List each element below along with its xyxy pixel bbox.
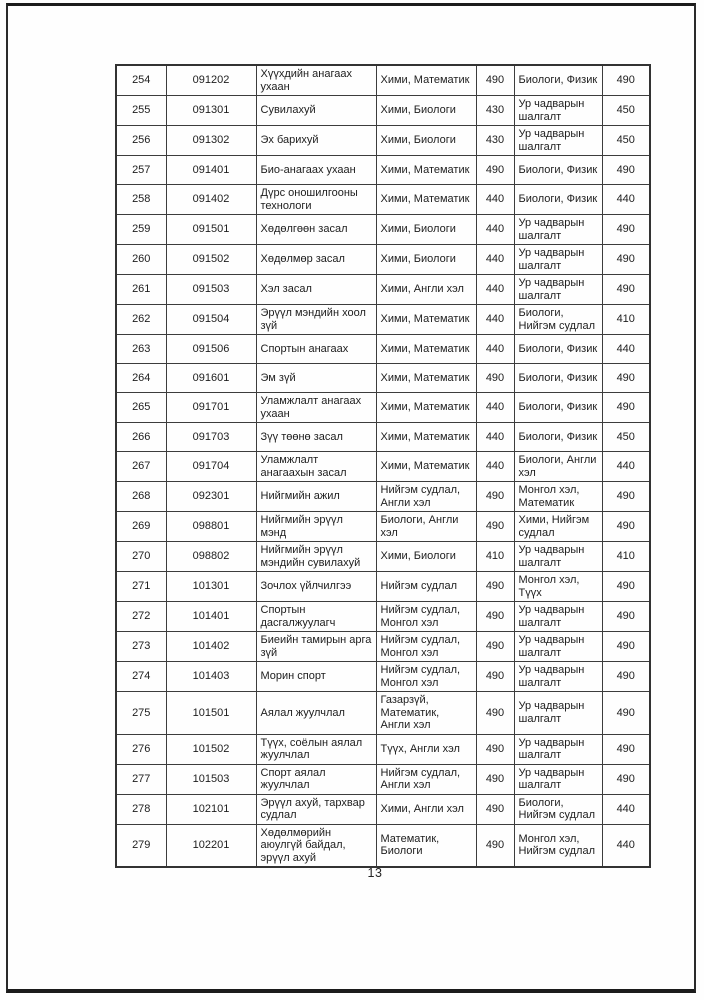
table-row: [116, 542, 650, 572]
table-row: [116, 215, 650, 245]
cell-code: 091701: [166, 393, 256, 423]
cell-name: Спортын дасгалжуулагч: [256, 602, 376, 632]
cell-no: 276: [116, 734, 166, 764]
cell-name: Зочлох үйлчилгээ: [256, 572, 376, 602]
cell-subjects1: Нийгэм судлал, Англи хэл: [376, 764, 476, 794]
table-body: [116, 65, 650, 867]
cell-score2: 450: [602, 96, 650, 126]
cell-code: 098802: [166, 542, 256, 572]
cell-score2: 410: [602, 542, 650, 572]
cell-score1: 490: [476, 364, 514, 393]
cell-score2: 440: [602, 452, 650, 482]
cell-name: Сувилахуй: [256, 96, 376, 126]
cell-score1: 490: [476, 734, 514, 764]
cell-subjects2: Ур чадварын шалгалт: [514, 764, 602, 794]
table-row: [116, 305, 650, 335]
cell-subjects2: Биологи, Физик: [514, 423, 602, 452]
table-row: [116, 632, 650, 662]
table-row: [116, 423, 650, 452]
cell-subjects1: Хими, Математик: [376, 393, 476, 423]
cell-subjects2: Биологи, Физик: [514, 393, 602, 423]
cell-name: Түүх, соёлын аялал жуулчлал: [256, 734, 376, 764]
cell-score2: 490: [602, 764, 650, 794]
cell-score2: 490: [602, 572, 650, 602]
cell-subjects2: Ур чадварын шалгалт: [514, 215, 602, 245]
table-row: [116, 185, 650, 215]
cell-subjects2: Монгол хэл, Нийгэм судлал: [514, 824, 602, 867]
cell-no: 279: [116, 824, 166, 867]
cell-no: 254: [116, 65, 166, 96]
cell-score1: 440: [476, 335, 514, 364]
cell-name: Нийгмийн эрүүл мэнд: [256, 512, 376, 542]
cell-score1: 430: [476, 126, 514, 156]
table-row: [116, 126, 650, 156]
cell-name: Биеийн тамирын арга зүй: [256, 632, 376, 662]
cell-score2: 490: [602, 602, 650, 632]
cell-subjects2: Ур чадварын шалгалт: [514, 662, 602, 692]
cell-code: 091503: [166, 275, 256, 305]
cell-code: 101301: [166, 572, 256, 602]
cell-code: 101401: [166, 602, 256, 632]
cell-subjects2: Биологи, Физик: [514, 185, 602, 215]
table-row: [116, 824, 650, 867]
cell-score1: 490: [476, 662, 514, 692]
cell-subjects2: Биологи, Физик: [514, 364, 602, 393]
cell-score1: 430: [476, 96, 514, 126]
cell-name: Спортын анагаах: [256, 335, 376, 364]
cell-score1: 490: [476, 602, 514, 632]
cell-no: 277: [116, 764, 166, 794]
cell-name: Хүүхдийн анагаах ухаан: [256, 65, 376, 96]
cell-score2: 440: [602, 824, 650, 867]
cell-name: Спорт аялал жуулчлал: [256, 764, 376, 794]
cell-code: 101501: [166, 692, 256, 735]
cell-score2: 490: [602, 215, 650, 245]
cell-code: 092301: [166, 482, 256, 512]
cell-no: 266: [116, 423, 166, 452]
cell-score1: 490: [476, 512, 514, 542]
cell-code: 101502: [166, 734, 256, 764]
cell-score2: 450: [602, 423, 650, 452]
cell-score1: 490: [476, 632, 514, 662]
cell-subjects1: Хими, Биологи: [376, 215, 476, 245]
cell-subjects2: Монгол хэл, Математик: [514, 482, 602, 512]
cell-name: Эх барихуй: [256, 126, 376, 156]
cell-subjects1: Нийгэм судлал, Монгол хэл: [376, 662, 476, 692]
cell-score2: 440: [602, 794, 650, 824]
table-row: [116, 794, 650, 824]
cell-code: 091301: [166, 96, 256, 126]
cell-score1: 440: [476, 423, 514, 452]
cell-name: Аялал жуулчлал: [256, 692, 376, 735]
table-row: [116, 96, 650, 126]
cell-score1: 440: [476, 215, 514, 245]
cell-score2: 490: [602, 156, 650, 185]
cell-subjects2: Ур чадварын шалгалт: [514, 275, 602, 305]
cell-subjects1: Математик, Биологи: [376, 824, 476, 867]
cell-score2: 440: [602, 335, 650, 364]
cell-subjects2: Биологи, Нийгэм судлал: [514, 794, 602, 824]
cell-no: 255: [116, 96, 166, 126]
cell-subjects1: Хими, Биологи: [376, 126, 476, 156]
cell-score2: 490: [602, 632, 650, 662]
cell-score2: 490: [602, 364, 650, 393]
table-row: [116, 245, 650, 275]
cell-name: Уламжлалт анагаахын засал: [256, 452, 376, 482]
cell-code: 091202: [166, 65, 256, 96]
cell-subjects1: Хими, Математик: [376, 156, 476, 185]
cell-no: 273: [116, 632, 166, 662]
cell-no: 270: [116, 542, 166, 572]
cell-subjects2: Ур чадварын шалгалт: [514, 632, 602, 662]
cell-subjects2: Ур чадварын шалгалт: [514, 245, 602, 275]
cell-subjects2: Ур чадварын шалгалт: [514, 542, 602, 572]
cell-name: Хөдөлмөрийн аюулгүй байдал, эрүүл ахуй: [256, 824, 376, 867]
cell-subjects2: Ур чадварын шалгалт: [514, 602, 602, 632]
cell-subjects2: Биологи, Нийгэм судлал: [514, 305, 602, 335]
cell-score1: 490: [476, 65, 514, 96]
cell-subjects1: Хими, Математик: [376, 305, 476, 335]
cell-no: 274: [116, 662, 166, 692]
table-row: [116, 602, 650, 632]
cell-code: 102201: [166, 824, 256, 867]
cell-subjects1: Хими, Математик: [376, 452, 476, 482]
cell-subjects2: Биологи, Физик: [514, 335, 602, 364]
table-row: [116, 512, 650, 542]
cell-code: 091601: [166, 364, 256, 393]
cell-no: 267: [116, 452, 166, 482]
cell-code: 091402: [166, 185, 256, 215]
page-number: 13: [367, 866, 383, 880]
cell-subjects2: Биологи, Физик: [514, 65, 602, 96]
cell-subjects1: Хими, Биологи: [376, 96, 476, 126]
cell-name: Дүрс оношилгооны технологи: [256, 185, 376, 215]
cell-code: 091504: [166, 305, 256, 335]
cell-score1: 490: [476, 794, 514, 824]
cell-score2: 490: [602, 662, 650, 692]
cell-subjects2: Биологи, Физик: [514, 156, 602, 185]
table-row: [116, 452, 650, 482]
table-row: [116, 572, 650, 602]
table-row: [116, 734, 650, 764]
cell-score1: 490: [476, 156, 514, 185]
cell-subjects1: Хими, Англи хэл: [376, 794, 476, 824]
cell-subjects1: Хими, Биологи: [376, 542, 476, 572]
cell-subjects1: Түүх, Англи хэл: [376, 734, 476, 764]
cell-score2: 490: [602, 512, 650, 542]
cell-score2: 410: [602, 305, 650, 335]
cell-score2: 490: [602, 245, 650, 275]
cell-name: Эрүүл мэндийн хоол зүй: [256, 305, 376, 335]
cell-score1: 440: [476, 185, 514, 215]
table-row: [116, 764, 650, 794]
cell-score2: 490: [602, 734, 650, 764]
cell-score2: 490: [602, 65, 650, 96]
cell-name: Хэл засал: [256, 275, 376, 305]
cell-no: 260: [116, 245, 166, 275]
table-row: [116, 335, 650, 364]
admission-scores-table: [115, 64, 651, 868]
cell-code: 091501: [166, 215, 256, 245]
cell-code: 091703: [166, 423, 256, 452]
table-row: [116, 692, 650, 735]
cell-code: 101403: [166, 662, 256, 692]
cell-code: 091502: [166, 245, 256, 275]
cell-score1: 490: [476, 692, 514, 735]
cell-score2: 490: [602, 692, 650, 735]
cell-name: Морин спорт: [256, 662, 376, 692]
cell-no: 268: [116, 482, 166, 512]
cell-no: 269: [116, 512, 166, 542]
cell-score1: 440: [476, 452, 514, 482]
cell-subjects1: Хими, Англи хэл: [376, 275, 476, 305]
cell-subjects2: Ур чадварын шалгалт: [514, 692, 602, 735]
cell-subjects2: Хими, Нийгэм судлал: [514, 512, 602, 542]
cell-score1: 440: [476, 275, 514, 305]
cell-subjects1: Нийгэм судлал, Монгол хэл: [376, 632, 476, 662]
table-row: [116, 65, 650, 96]
cell-score1: 440: [476, 245, 514, 275]
cell-name: Эм зүй: [256, 364, 376, 393]
cell-no: 259: [116, 215, 166, 245]
cell-no: 271: [116, 572, 166, 602]
cell-subjects2: Ур чадварын шалгалт: [514, 734, 602, 764]
cell-no: 278: [116, 794, 166, 824]
cell-subjects2: Ур чадварын шалгалт: [514, 96, 602, 126]
cell-code: 102101: [166, 794, 256, 824]
cell-no: 265: [116, 393, 166, 423]
cell-subjects1: Хими, Математик: [376, 423, 476, 452]
cell-no: 272: [116, 602, 166, 632]
cell-name: Био-анагаах ухаан: [256, 156, 376, 185]
cell-score1: 410: [476, 542, 514, 572]
cell-code: 101503: [166, 764, 256, 794]
cell-code: 091506: [166, 335, 256, 364]
cell-subjects1: Нийгэм судлал, Англи хэл: [376, 482, 476, 512]
cell-no: 261: [116, 275, 166, 305]
cell-code: 098801: [166, 512, 256, 542]
cell-subjects2: Монгол хэл, Түүх: [514, 572, 602, 602]
cell-score2: 490: [602, 482, 650, 512]
cell-subjects1: Нийгэм судлал: [376, 572, 476, 602]
table-row: [116, 156, 650, 185]
cell-no: 256: [116, 126, 166, 156]
cell-subjects1: Газарзүй, Математик, Англи хэл: [376, 692, 476, 735]
cell-score1: 490: [476, 824, 514, 867]
table-row: [116, 662, 650, 692]
cell-subjects1: Хими, Математик: [376, 364, 476, 393]
table-row: [116, 275, 650, 305]
cell-subjects1: Хими, Математик: [376, 185, 476, 215]
cell-subjects1: Нийгэм судлал, Монгол хэл: [376, 602, 476, 632]
cell-no: 262: [116, 305, 166, 335]
cell-no: 257: [116, 156, 166, 185]
table-row: [116, 393, 650, 423]
cell-no: 258: [116, 185, 166, 215]
cell-subjects1: Хими, Биологи: [376, 245, 476, 275]
cell-code: 101402: [166, 632, 256, 662]
cell-name: Нийгмийн эрүүл мэндийн сувилахуй: [256, 542, 376, 572]
cell-no: 275: [116, 692, 166, 735]
cell-score2: 440: [602, 185, 650, 215]
cell-name: Зүү төөнө засал: [256, 423, 376, 452]
cell-code: 091302: [166, 126, 256, 156]
cell-name: Хөдөлмөр засал: [256, 245, 376, 275]
cell-score2: 450: [602, 126, 650, 156]
cell-name: Уламжлалт анагаах ухаан: [256, 393, 376, 423]
cell-score1: 490: [476, 482, 514, 512]
cell-subjects1: Хими, Математик: [376, 65, 476, 96]
table-row: [116, 482, 650, 512]
cell-no: 263: [116, 335, 166, 364]
table-row: [116, 364, 650, 393]
cell-no: 264: [116, 364, 166, 393]
cell-subjects2: Биологи, Англи хэл: [514, 452, 602, 482]
cell-code: 091704: [166, 452, 256, 482]
cell-name: Эрүүл ахуй, тархвар судлал: [256, 794, 376, 824]
cell-name: Нийгмийн ажил: [256, 482, 376, 512]
cell-score1: 490: [476, 572, 514, 602]
cell-subjects2: Ур чадварын шалгалт: [514, 126, 602, 156]
cell-score1: 490: [476, 764, 514, 794]
cell-subjects1: Биологи, Англи хэл: [376, 512, 476, 542]
cell-score1: 440: [476, 305, 514, 335]
cell-name: Хөдөлгөөн засал: [256, 215, 376, 245]
cell-subjects1: Хими, Математик: [376, 335, 476, 364]
cell-score1: 440: [476, 393, 514, 423]
cell-code: 091401: [166, 156, 256, 185]
cell-score2: 490: [602, 393, 650, 423]
cell-score2: 490: [602, 275, 650, 305]
